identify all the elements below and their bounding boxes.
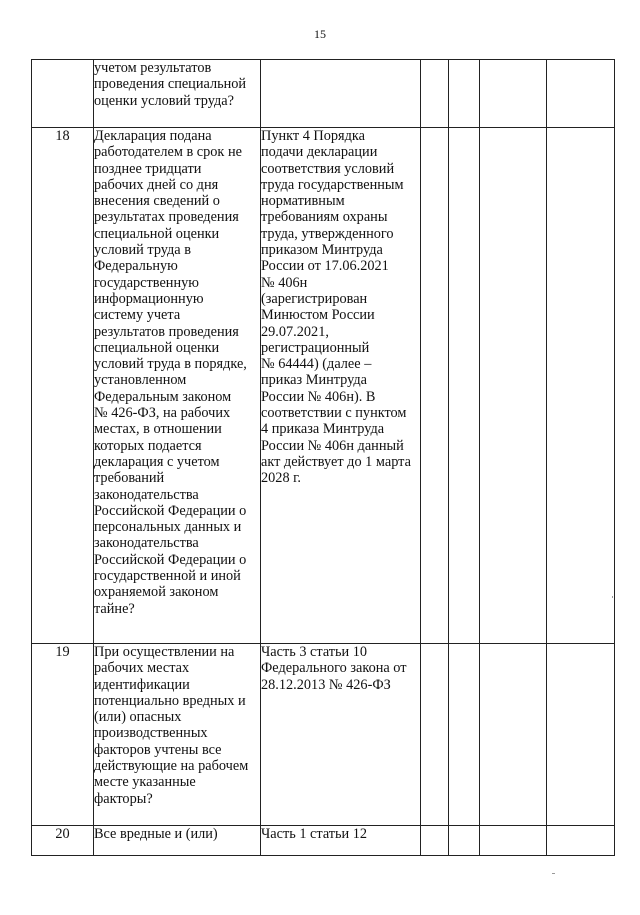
question-line: рабочих дней со дня xyxy=(94,176,219,193)
question-line: действующие на рабочем xyxy=(94,758,249,775)
question-line: государственную xyxy=(94,274,199,291)
question-line: охраняемой законом xyxy=(94,584,219,601)
reference-line: России от 17.06.2021 xyxy=(261,258,389,275)
empty-cell xyxy=(421,826,449,856)
reference-line: Часть 3 статьи 10 xyxy=(261,644,368,660)
question-line: При осуществлении на xyxy=(94,644,235,660)
question-line: Российской Федерации о xyxy=(94,502,247,519)
question-line: систему учета xyxy=(94,307,181,324)
question-line: производственных xyxy=(94,725,208,742)
question-line: факторы? xyxy=(94,790,153,807)
question-cell xyxy=(94,826,261,856)
empty-cell xyxy=(421,128,449,644)
empty-cell xyxy=(547,644,615,826)
empty-cell xyxy=(449,128,480,644)
reference-line: акт действует до 1 марта xyxy=(261,453,411,470)
question-line: внесения сведений о xyxy=(94,193,220,210)
reference-line: Часть 1 статьи 12 xyxy=(261,826,368,842)
question-line: тайне? xyxy=(94,600,135,617)
empty-cell xyxy=(449,826,480,856)
reference-line: приказ Минтруда xyxy=(261,372,368,389)
reference-cell xyxy=(261,128,421,644)
question-line: Федеральным законом xyxy=(94,388,232,405)
question-line: государственной и иной xyxy=(94,568,241,585)
reference-line: регистрационный xyxy=(261,339,370,356)
question-line: потенциально вредных и xyxy=(94,692,246,709)
question-line: декларация с учетом xyxy=(94,453,220,470)
empty-cell xyxy=(547,826,615,856)
question-line: условий труда в xyxy=(94,242,191,259)
question-line: (или) опасных xyxy=(94,709,182,726)
empty-cell xyxy=(547,128,615,644)
question-line: № 426-ФЗ, на рабочих xyxy=(94,405,231,422)
empty-cell xyxy=(449,644,480,826)
reference-line: приказом Минтруда xyxy=(261,242,383,259)
reference-line: труда, утвержденного xyxy=(261,225,394,242)
table-row xyxy=(32,644,615,826)
reference-line: России № 406н). В xyxy=(261,388,376,405)
question-line: работодателем в срок не xyxy=(94,144,242,161)
empty-cell xyxy=(449,60,480,128)
scan-speck xyxy=(552,873,555,874)
question-line: результатов проведения xyxy=(94,323,239,340)
question-line: Российской Федерации о xyxy=(94,551,247,568)
question-line: законодательства xyxy=(94,535,199,552)
question-line: законодательства xyxy=(94,486,199,503)
empty-cell xyxy=(547,60,615,128)
page-number: 15 xyxy=(314,27,326,41)
table-row xyxy=(32,60,615,128)
question-line: месте указанные xyxy=(94,774,196,791)
reference-cell xyxy=(261,60,421,128)
empty-cell xyxy=(480,826,547,856)
question-cell xyxy=(94,128,261,644)
question-line: факторов учтены все xyxy=(94,741,222,758)
row-number: 18 xyxy=(32,128,94,644)
scan-speck xyxy=(612,596,613,598)
reference-line: России № 406н данный xyxy=(261,437,404,454)
question-line: специальной оценки xyxy=(94,339,220,356)
reference-line: (зарегистрирован xyxy=(261,290,368,307)
question-line: Все вредные и (или) xyxy=(94,826,218,842)
empty-cell xyxy=(421,644,449,826)
question-line: результатах проведения xyxy=(94,209,239,226)
question-line: установленном xyxy=(94,372,187,389)
question-line: учетом результатов xyxy=(94,60,212,76)
question-line: информационную xyxy=(94,290,204,307)
question-line: специальной оценки xyxy=(94,225,220,242)
table-row xyxy=(32,826,615,856)
empty-cell xyxy=(480,128,547,644)
empty-cell xyxy=(421,60,449,128)
row-number: 20 xyxy=(32,826,94,856)
reference-line: соответствия условий xyxy=(261,160,395,177)
question-line: идентификации xyxy=(94,676,190,693)
empty-cell xyxy=(480,644,547,826)
row-number: 19 xyxy=(32,644,94,826)
reference-line: 28.12.2013 № 426-ФЗ xyxy=(261,676,391,693)
reference-line: нормативным xyxy=(261,193,345,210)
question-cell xyxy=(94,60,261,128)
empty-cell xyxy=(480,60,547,128)
question-cell xyxy=(94,644,261,826)
table-row xyxy=(32,128,615,644)
question-line: проведения специальной xyxy=(94,76,247,93)
question-line: которых подается xyxy=(94,437,202,454)
question-line: позднее тридцати xyxy=(94,160,202,177)
row-number xyxy=(32,60,94,128)
reference-line: 4 приказа Минтруда xyxy=(261,421,385,438)
question-line: оценки условий труда? xyxy=(94,92,234,109)
reference-line: труда государственным xyxy=(261,176,404,193)
reference-line: Федерального закона от xyxy=(261,660,407,677)
question-line: Федеральную xyxy=(94,258,178,275)
reference-line: Пункт 4 Порядка xyxy=(261,128,365,144)
question-line: местах, в отношении xyxy=(94,421,222,438)
checklist-table xyxy=(31,59,615,856)
reference-line: № 64444) (далее – xyxy=(261,356,372,373)
reference-line: Минюстом России xyxy=(261,307,375,324)
reference-line: 2028 г. xyxy=(261,470,301,487)
reference-cell xyxy=(261,644,421,826)
question-line: рабочих местах xyxy=(94,660,190,677)
reference-line: № 406н xyxy=(261,274,308,291)
reference-cell xyxy=(261,826,421,856)
reference-line: 29.07.2021, xyxy=(261,323,329,340)
reference-line: подачи декларации xyxy=(261,144,378,161)
question-line: требований xyxy=(94,470,165,487)
reference-line: требованиям охраны xyxy=(261,209,388,226)
question-line: Декларация подана xyxy=(94,128,212,144)
question-line: персональных данных и xyxy=(94,519,242,536)
reference-line: соответствии с пунктом xyxy=(261,405,407,422)
question-line: условий труда в порядке, xyxy=(94,356,247,373)
